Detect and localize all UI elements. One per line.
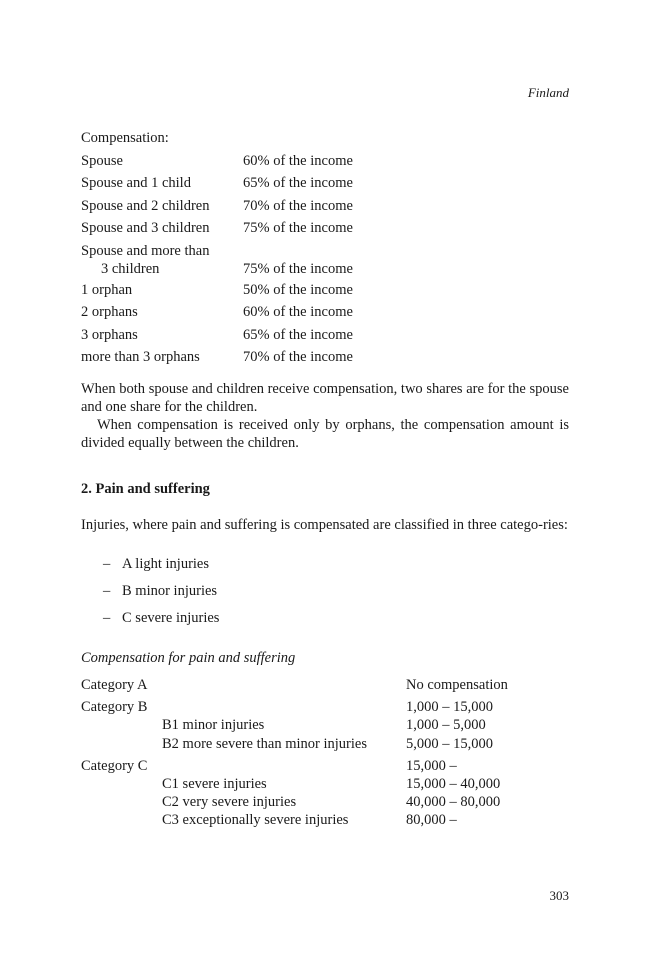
subcategory-cell: B1 minor injuries — [162, 717, 265, 733]
recipient-cell: 2 orphans — [81, 304, 138, 321]
recipient-line-1: Spouse and more than — [81, 243, 210, 260]
list-item — [103, 583, 219, 610]
subcategory-cell: B2 more severe than minor injuries — [162, 736, 367, 752]
compensation-row — [81, 327, 569, 349]
percentage-cell: 75% of the income — [243, 219, 353, 236]
amount-cell: 15,000 – — [406, 758, 457, 774]
injuries-intro-paragraph: Injuries, where pain and suffering is compensated are classified in three catego-ries: — [81, 517, 568, 533]
percentage-cell: 65% of the income — [243, 175, 353, 192]
category-cell: Category C — [81, 758, 148, 774]
compensation-row — [81, 349, 569, 371]
recipient-cell: Spouse and 1 child — [81, 175, 191, 192]
table-row — [81, 698, 569, 716]
running-header: Finland — [527, 85, 569, 100]
injury-categories-list — [103, 556, 219, 637]
recipient-cell: more than 3 orphans — [81, 349, 200, 366]
amount-cell: 1,000 – 15,000 — [406, 699, 493, 715]
list-item — [103, 556, 219, 583]
dash-bullet: – — [103, 583, 111, 599]
category-cell: Category A — [81, 677, 148, 693]
table-caption: Compensation for pain and suffering — [81, 650, 296, 666]
compensation-row — [81, 153, 569, 175]
list-item-text: B minor injuries — [122, 583, 218, 599]
percentage-cell: 60% of the income — [243, 304, 353, 321]
recipient-cell: Spouse — [81, 153, 123, 169]
recipient-cell: 3 orphans — [81, 326, 138, 343]
table-row — [81, 775, 569, 793]
percentage-cell: 75% of the income — [243, 261, 353, 278]
table-row — [81, 757, 569, 775]
compensation-row — [81, 175, 569, 197]
page-number: 303 — [549, 888, 569, 903]
subcategory-cell: C2 very severe injuries — [162, 794, 297, 810]
amount-cell: 15,000 – 40,000 — [406, 776, 501, 792]
subcategory-cell: C3 exceptionally severe injuries — [162, 812, 349, 828]
document-page — [81, 0, 569, 976]
compensation-row — [81, 282, 569, 304]
percentage-cell: 65% of the income — [243, 326, 353, 343]
amount-cell: 1,000 – 5,000 — [406, 717, 486, 733]
subcategory-cell: C1 severe injuries — [162, 776, 267, 792]
dash-bullet: – — [103, 556, 111, 572]
table-row — [81, 716, 569, 734]
list-item-text: A light injuries — [122, 556, 209, 572]
amount-cell: 40,000 – 80,000 — [406, 794, 501, 810]
recipient-cell: Spouse and 3 children — [81, 219, 210, 236]
compensation-row — [81, 220, 569, 242]
category-cell: Category B — [81, 699, 148, 715]
orphans-paragraph: When compensation is received only by orphans, the compensation amount is divided equally between the children. — [81, 417, 569, 451]
compensation-row — [81, 242, 569, 282]
percentage-cell: 70% of the income — [243, 349, 353, 366]
percentage-cell: 50% of the income — [243, 282, 353, 299]
percentage-cell: 70% of the income — [243, 197, 353, 214]
recipient-cell: Spouse and 2 children — [81, 197, 210, 214]
table-row — [81, 811, 569, 829]
compensation-row — [81, 198, 569, 220]
amount-cell: No compensation — [406, 677, 508, 693]
table-row — [81, 676, 569, 694]
amount-cell: 80,000 – — [406, 812, 457, 828]
section-heading: 2. Pain and suffering — [81, 481, 210, 497]
compensation-label: Compensation: — [81, 130, 169, 146]
recipient-cell: 1 orphan — [81, 282, 133, 299]
compensation-row — [81, 304, 569, 326]
list-item — [103, 610, 219, 637]
compensation-table — [81, 153, 569, 371]
table-row — [81, 735, 569, 753]
table-row — [81, 793, 569, 811]
shares-paragraph: When both spouse and children receive compensation, two shares are for the spouse and one share for the children. — [81, 381, 569, 415]
amount-cell: 5,000 – 15,000 — [406, 736, 493, 752]
dash-bullet: – — [103, 610, 111, 626]
recipient-line-2: 3 children — [101, 261, 160, 278]
percentage-cell: 60% of the income — [243, 153, 353, 169]
list-item-text: C severe injuries — [122, 610, 220, 626]
recipient-cell — [81, 242, 241, 278]
